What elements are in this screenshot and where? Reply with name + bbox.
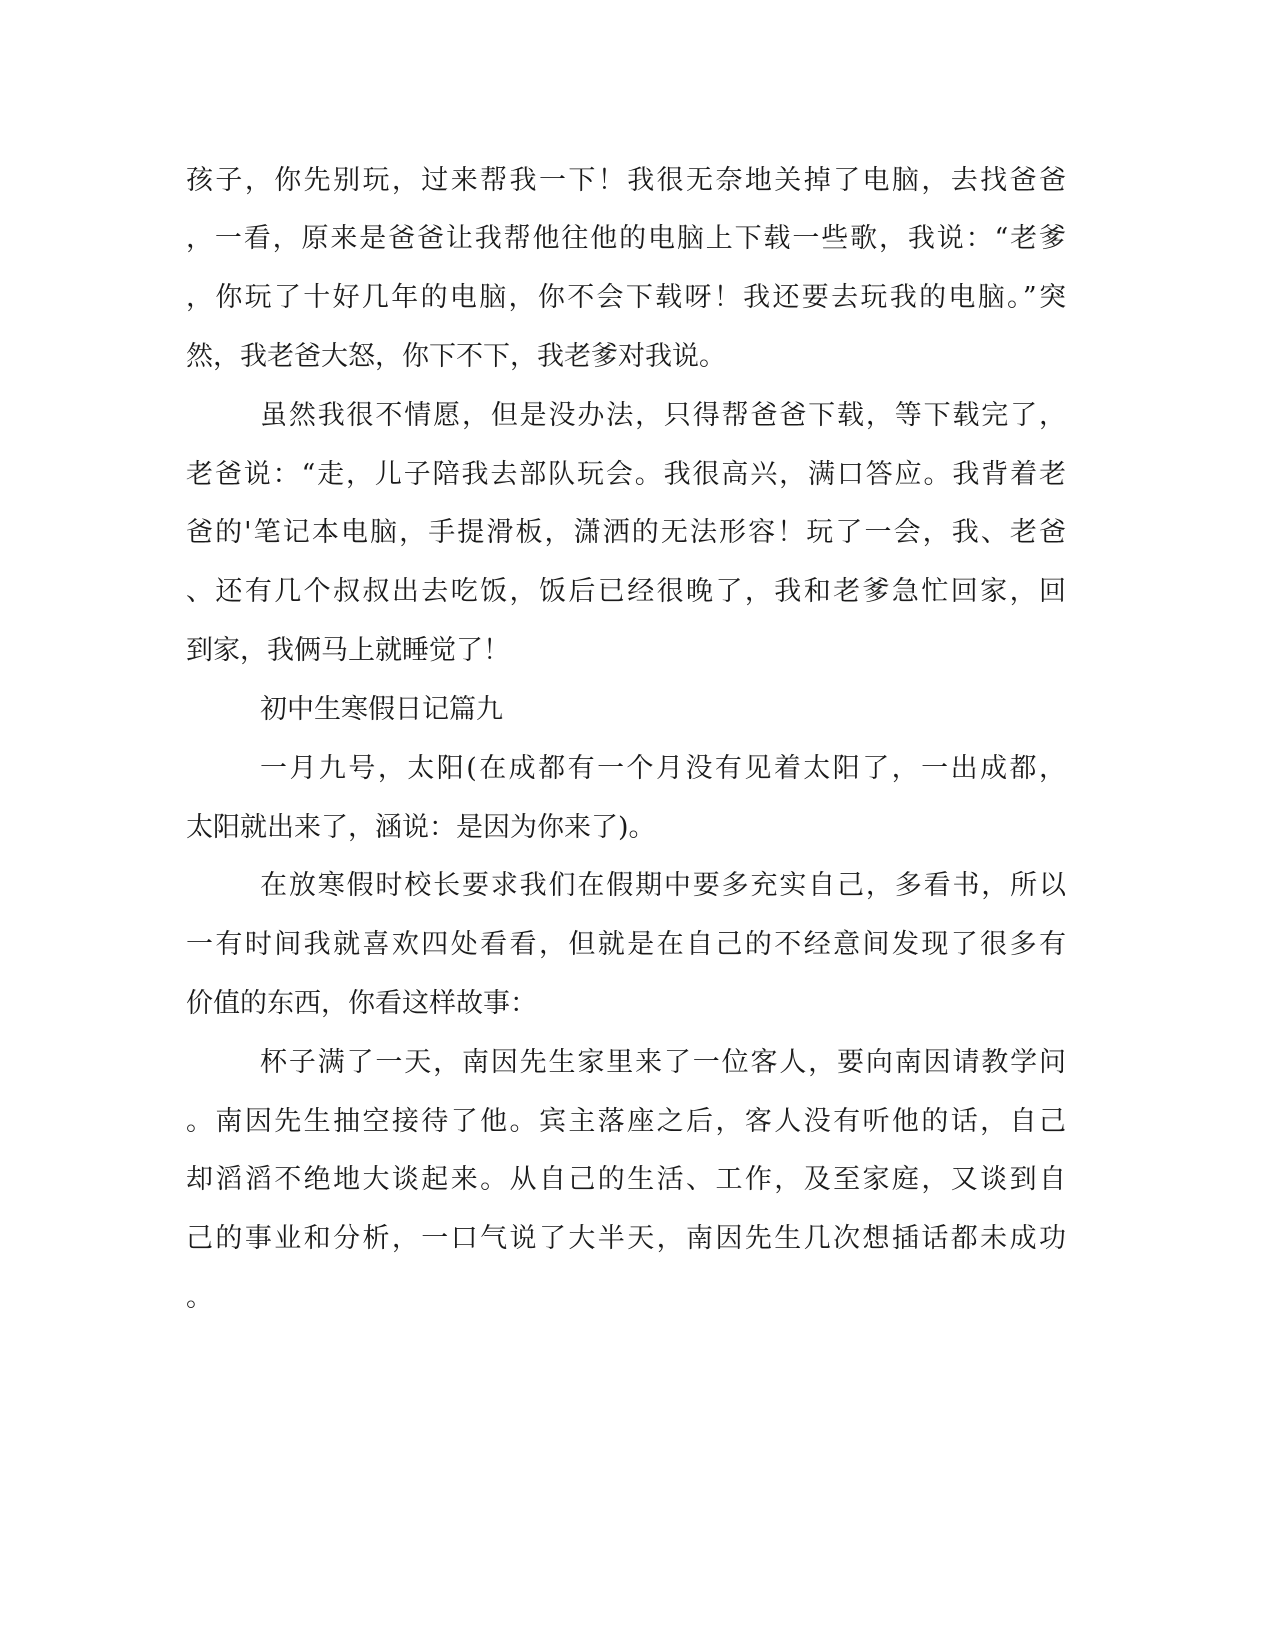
text-line: 价值的东西，你看这样故事：: [186, 988, 537, 1019]
text-line: 一有时间我就喜欢四处看看，但就是在自己的不经意间发现了很多有: [186, 929, 1066, 960]
text-line: 。南因先生抽空接待了他。宾主落座之后，客人没有听他的话，自己: [186, 1106, 1066, 1137]
text-line: ，你玩了十好几年的电脑，你不会下载呀！我还要去玩我的电脑。”突: [186, 282, 1066, 313]
text-line: 孩子，你先别玩，过来帮我一下！我很无奈地关掉了电脑，去找爸爸: [186, 165, 1066, 196]
text-line: 老爸说：“走，儿子陪我去部队玩会。我很高兴，满口答应。我背着老: [186, 459, 1066, 490]
text-line: 、还有几个叔叔出去吃饭，饭后已经很晚了，我和老爹急忙回家，回: [186, 576, 1066, 607]
text-line: 爸的'笔记本电脑，手提滑板，潇洒的无法形容！玩了一会，我、老爸: [186, 517, 1066, 548]
text-line: 在放寒假时校长要求我们在假期中要多充实自己，多看书，所以: [260, 870, 1066, 901]
text-line: 虽然我很不情愿，但是没办法，只得帮爸爸下载，等下载完了，: [260, 400, 1066, 431]
text-line: 太阳就出来了，涵说：是因为你来了)。: [186, 812, 656, 843]
text-line: 到家，我俩马上就睡觉了！: [186, 635, 510, 666]
text-line: ，一看，原来是爸爸让我帮他往他的电脑上下载一些歌，我说：“老爹: [186, 223, 1066, 254]
section-heading: 初中生寒假日记篇九: [260, 694, 503, 725]
text-line: 一月九号，太阳(在成都有一个月没有见着太阳了，一出成都，: [260, 753, 1066, 784]
text-line: 。: [186, 1282, 213, 1313]
text-line: 却滔滔不绝地大谈起来。从自己的生活、工作，及至家庭，又谈到自: [186, 1164, 1066, 1195]
text-line: 己的事业和分析，一口气说了大半天，南因先生几次想插话都未成功: [186, 1223, 1066, 1254]
text-line: 然，我老爸大怒，你下不下，我老爹对我说。: [186, 341, 726, 372]
text-line: 杯子满了一天，南因先生家里来了一位客人，要向南因请教学问: [260, 1047, 1066, 1078]
